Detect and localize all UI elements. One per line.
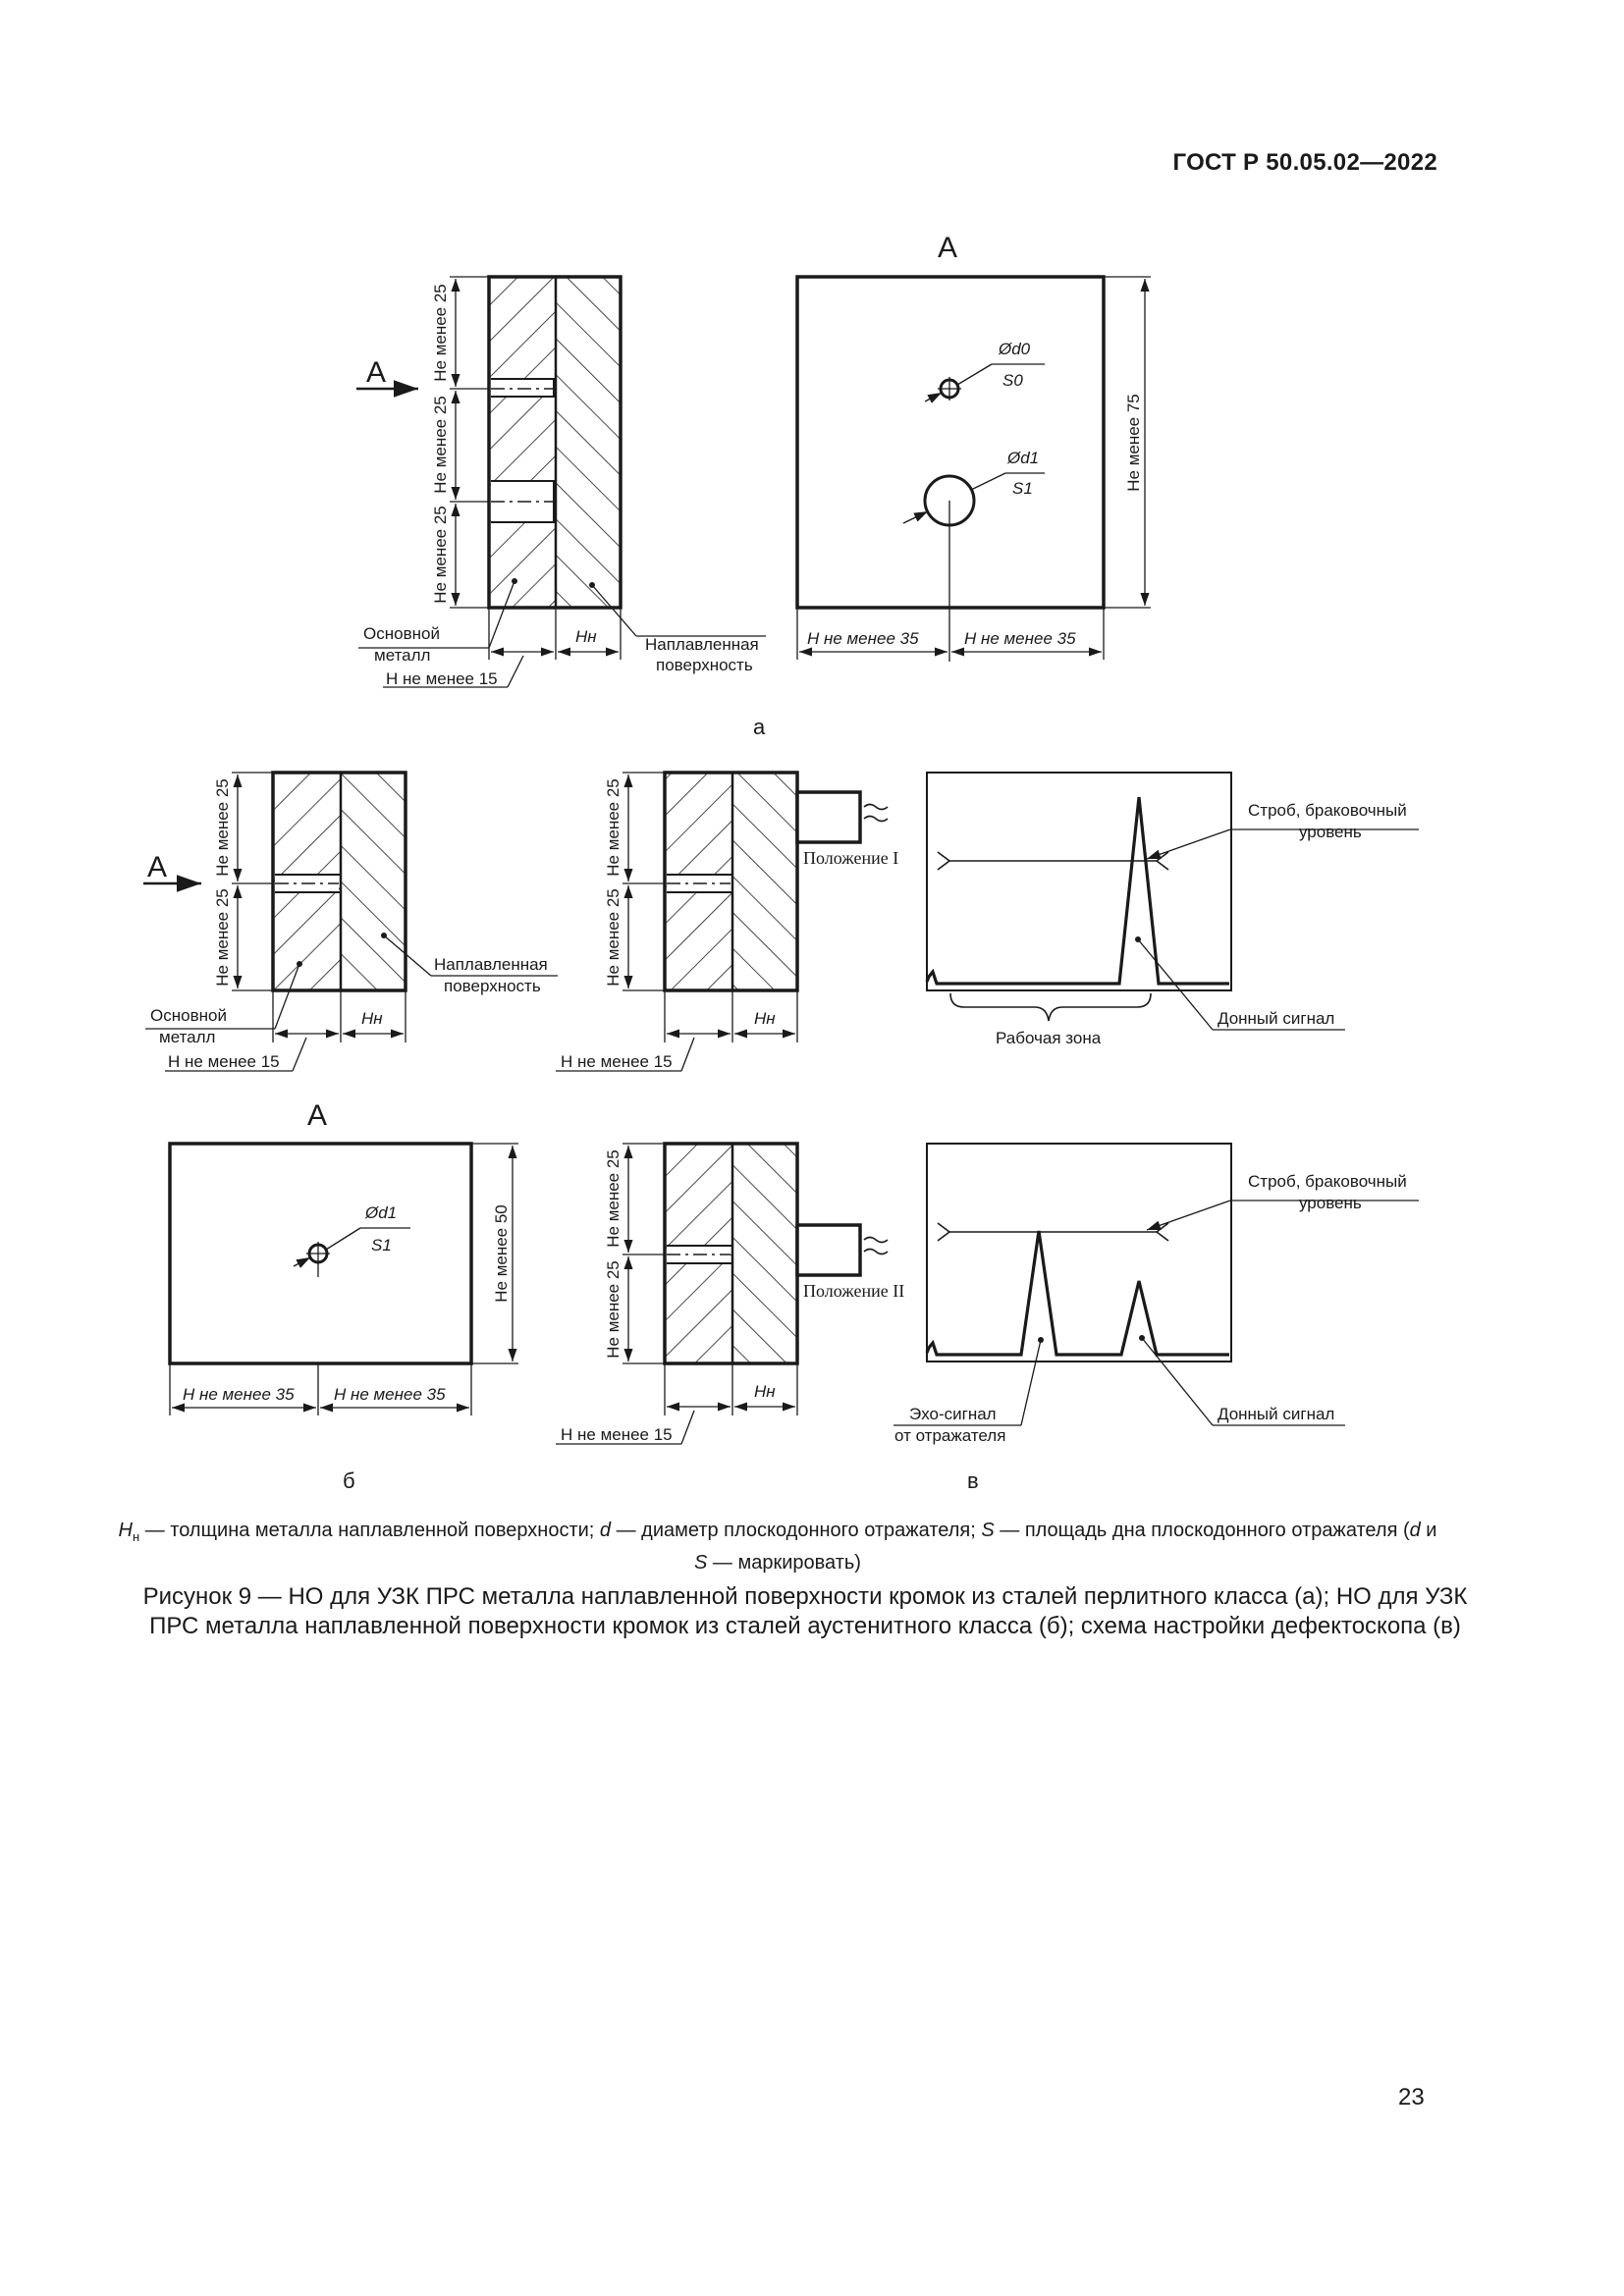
- label-s1-b: S1: [371, 1236, 392, 1255]
- page-number: 23: [1398, 2084, 1425, 2110]
- label-echo-signal: Эхо-сигнал: [909, 1405, 997, 1423]
- dim-h-min15-a: Н не менее 15: [386, 669, 498, 688]
- label-gate-1b: Строб, браковочный: [1248, 1172, 1407, 1191]
- dim-h-min15-b: Н не менее 15: [168, 1052, 280, 1071]
- label-clad-surface-b-2: поверхность: [444, 977, 541, 995]
- label-clad-surface-b: Наплавленная: [434, 955, 548, 974]
- dim-h-min35-a1: Н не менее 35: [807, 629, 919, 648]
- dim-min25-v2: Не менее 25: [604, 888, 623, 987]
- label-base-metal: Основной: [363, 624, 440, 643]
- dim-min75: Не менее 75: [1124, 394, 1143, 492]
- label-d1-a: Ød1: [1007, 449, 1040, 467]
- label-clad-surface: Наплавленная: [645, 635, 759, 654]
- label-base-metal-b-2: металл: [159, 1028, 216, 1046]
- dim-h-min35-a2: Н не менее 35: [964, 629, 1076, 648]
- figure-caption: Рисунок 9 — НО для УЗК ПРС металла наплавленной поверхности кромок из сталей перлитного класса (а); НО для УЗК ПРС металла наплавленной поверхности кромок из сталей аустенитного класса (б); схема настройки дефектоскопа (в): [142, 1583, 1468, 1639]
- block-b-side-view: [143, 773, 558, 1071]
- subfigure-label-a: а: [753, 715, 766, 739]
- label-working-zone: Рабочая зона: [996, 1029, 1102, 1047]
- label-s1-a: S1: [1012, 479, 1033, 498]
- label-gate-2b: уровень: [1299, 1194, 1362, 1212]
- label-s0: S0: [1002, 371, 1023, 390]
- label-base-metal-2: металл: [374, 646, 431, 665]
- legend-hn-subscript: н: [132, 1529, 140, 1544]
- figure-legend: [110, 1518, 1445, 1575]
- label-d0: Ød0: [999, 340, 1031, 358]
- label-position-1: Положение I: [803, 848, 899, 868]
- label-d1-b: Ød1: [365, 1203, 398, 1222]
- legend-end: — маркировать): [707, 1552, 861, 1574]
- legend-and: и: [1420, 1520, 1437, 1541]
- dim-min25-a1: Не менее 25: [431, 284, 450, 382]
- dim-hn-b: Hн: [361, 1009, 383, 1028]
- dim-hn-a: Hн: [575, 627, 597, 646]
- standard-number: ГОСТ Р 50.05.02—2022: [1172, 149, 1437, 176]
- dim-hn-v1: Hн: [754, 1009, 776, 1028]
- view-arrow-b-label: А: [147, 851, 168, 883]
- dim-h-min15-v1: Н не менее 15: [561, 1052, 673, 1071]
- legend-hn-symbol: H: [118, 1520, 133, 1541]
- block-a-view: [797, 277, 1151, 662]
- legend-hn-text: — толщина металла наплавленной поверхности;: [139, 1520, 600, 1541]
- legend-s-text: — площадь дна плоскодонного отражателя (: [994, 1520, 1410, 1541]
- legend-d2: d: [1409, 1520, 1421, 1541]
- label-gate-1: Строб, браковочный: [1248, 801, 1407, 820]
- label-position-2: Положение II: [803, 1281, 905, 1301]
- legend-s-symbol: S: [981, 1520, 995, 1541]
- dim-min25-b1: Не менее 25: [213, 778, 232, 877]
- dim-h-min15-v2: Н не менее 15: [561, 1425, 673, 1444]
- label-base-metal-b: Основной: [150, 1006, 227, 1025]
- dim-h-min35-b1: Н не менее 35: [183, 1385, 295, 1404]
- subfigure-label-v: в: [967, 1468, 979, 1493]
- label-bottom-signal-2: Донный сигнал: [1218, 1405, 1335, 1423]
- dim-min25-v1: Не менее 25: [604, 778, 623, 877]
- label-clad-surface-2: поверхность: [656, 656, 753, 674]
- dim-min25-a2: Не менее 25: [431, 396, 450, 494]
- dim-min50: Не менее 50: [492, 1204, 511, 1303]
- dim-h-min35-b2: Н не менее 35: [334, 1385, 446, 1404]
- legend-d-text: — диаметр плоскодонного отражателя;: [611, 1520, 982, 1541]
- label-echo-signal-2: от отражателя: [894, 1426, 1006, 1445]
- dim-min25-a3: Не менее 25: [431, 506, 450, 604]
- dim-hn-v2: Hн: [754, 1382, 776, 1401]
- legend-d-symbol: d: [599, 1520, 612, 1541]
- view-b-title: А: [307, 1099, 328, 1132]
- block-b-view: [170, 1144, 518, 1415]
- legend-s2: S: [694, 1552, 708, 1574]
- subfigure-label-b: б: [343, 1468, 355, 1493]
- label-gate-2: уровень: [1299, 823, 1362, 841]
- dim-min25-b2: Не менее 25: [213, 888, 232, 987]
- dim-min25-v3: Не менее 25: [604, 1149, 623, 1248]
- dim-min25-v4: Не менее 25: [604, 1260, 623, 1359]
- view-arrow-a-label: А: [366, 356, 387, 389]
- label-bottom-signal-1: Донный сигнал: [1218, 1009, 1335, 1028]
- view-a-title: А: [938, 232, 958, 264]
